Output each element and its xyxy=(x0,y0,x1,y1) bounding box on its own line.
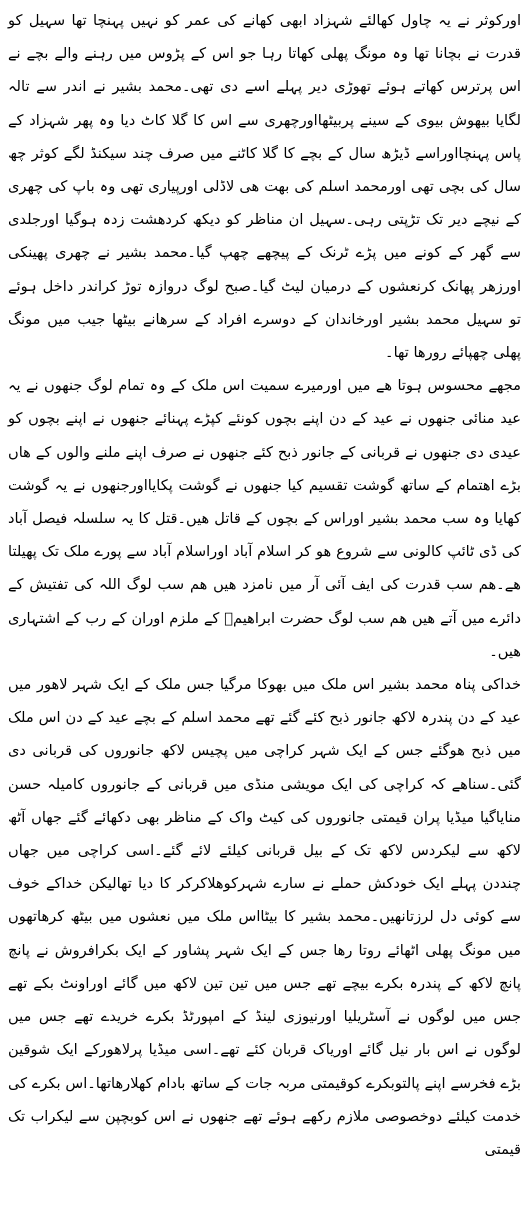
paragraph-3: خداکی پناہ محمد بشیر اس ملک میں بھوکا مرگیا جس ملک کے ایک شہر لاھور میں عید کے دن پندرہ لاکھ جانور ذبح کئے گئے تھے محمد اسلم کے بچے عید کے دن اس ملک میں ذبح ھوگئے جس کے ایک شہر کراچی میں پچیس لاکھ جانوروں کی قربانی دی گئی۔سناھے کہ کراچی کی ایک مویشی منڈی میں قربانی کے جانوروں کامیلہ حسن منایاگیا میڈیا پران قیمتی جانوروں کی کیٹ واک کے مناظر بھی دکھائے گئے جھاں آٹھ لاکھ سے لیکردس لاکھ تک کے بیل قربانی کیلئے لائے گئے۔اسی کراچی میں جھاں چنددن پہلے ایک خودکش حملے نے سارے شہرکوھلاکرکر کا دیا تھالیکن خداکے خوف سے کوئی دل لرزتانھیں۔محمد بشیر کا بیٹااس ملک میں نعشوں میں بیٹھ کرھاتھوں میں مونگ پھلی اٹھائے روتا رھا جس کے ایک شہر پشاور کے ایک بکرافروش نے پانچ پانچ لاکھ کے پندرہ بکرے بیچے تھے جس میں تین تین لاکھ میں گائے اوراونٹ بکے تھے جس میں لوگوں نے آسٹریلیا اورنیوزی لینڈ کے امپورٹڈ بکرے خریدے تھے جس میں لوگوں نے اس بار نیل گائے اوریاک قربان کئے تھے۔اسی میڈیا پرلاھورکے ایک شوقین بڑے فخرسے اپنے پالتوبکرے کوقیمتی مربہ جات کے ساتھ بادام کھلارھاتھا۔اس بکرے کی خدمت کیلئے دوخصوصی ملازم رکھے ہوئے تھے جنھوں نے اس کوبچپن سے لیکراب تک قیمتی xyxy=(8,676,521,1158)
paragraph-2: مجھے محسوس ہوتا ھے میں اورمیرے سمیت اس ملک کے وہ تمام لوگ جنھوں نے یہ عید منائی جنھوں نے عید کے دن اپنے بچوں کونئے کپڑے پہنائے جنھوں نے اپنے بچوں کو عیدی دی جنھوں نے قربانی کے جانور ذبح کئے جنھوں نے صرف اپنے ملنے والوں کے ھاں بڑے اھتمام کے ساتھ گوشت تقسیم کیا جنھوں نے گوشت پکایااورجنھوں نے یہ گوشت کھایا وہ سب محمد بشیر اوراس کے بچوں کے قاتل ھیں۔قتل کا یہ سلسلہ فیصل آباد کی ڈی ٹائپ کالونی سے شروع ھو کر اسلام آباد اوراسلام آباد سے پورے ملک تک پھیلتا ھے۔ھم سب قدرت کی ایف آئی آر میں نامزد ھیں ھم سب لوگ اللہ کی تفتیش کے دائرے میں آتے ھیں ھم سب لوگ حضرت ابراھیمؑ کے ملزم اوران کے رب کے اشتہاری ھیں۔ xyxy=(8,377,521,660)
paragraph-1: اورکوثر نے یہ چاول کھالئے شہزاد ابھی کھانے کی عمر کو نہیں پہنچا تھا سہیل کو قدرت نے بچانا تھا وہ مونگ پھلی کھاتا رہا جو اس کے پڑوس میں رہنے والے بچے نے اس پرترس کھاتے ہوئے تھوڑی دیر پہلے اسے دی تھی۔محمد بشیر نے اندر سے تالہ لگایا بیھوش بیوی کے سینے پربیٹھااورچھری سے اس کا گلا کاٹ دیا وہ پھر شہزاد کے پاس پہنچااوراسے ڈیڑھ سال کے بچے کا گلا کاٹنے میں صرف چند سیکنڈ لگے کوثر چھ سال کی بچی تھی اورمحمد اسلم کی بھت ھی لاڈلی اورپیاری تھی وہ باپ کی چھری کے نیچے دیر تک تڑپتی رہی۔سہیل ان مناظر کو دیکھ کردھشت زدہ ہوگیا اورجلدی سے گھر کے کونے میں پڑے ٹرنک کے پیچھے چھپ گیا۔محمد بشیر نے چھری پھینکی اورزھر پھانک کرنعشوں کے درمیان لیٹ گیا۔صبح لوگ دروازہ توڑ کراندر داخل ہوئے تو سہیل محمد بشیر اورخاندان کے دوسرے افراد کے سرھانے بیٹھا جیب میں مونگ پھلی چھپائے رورھا تھا۔ xyxy=(8,12,521,362)
